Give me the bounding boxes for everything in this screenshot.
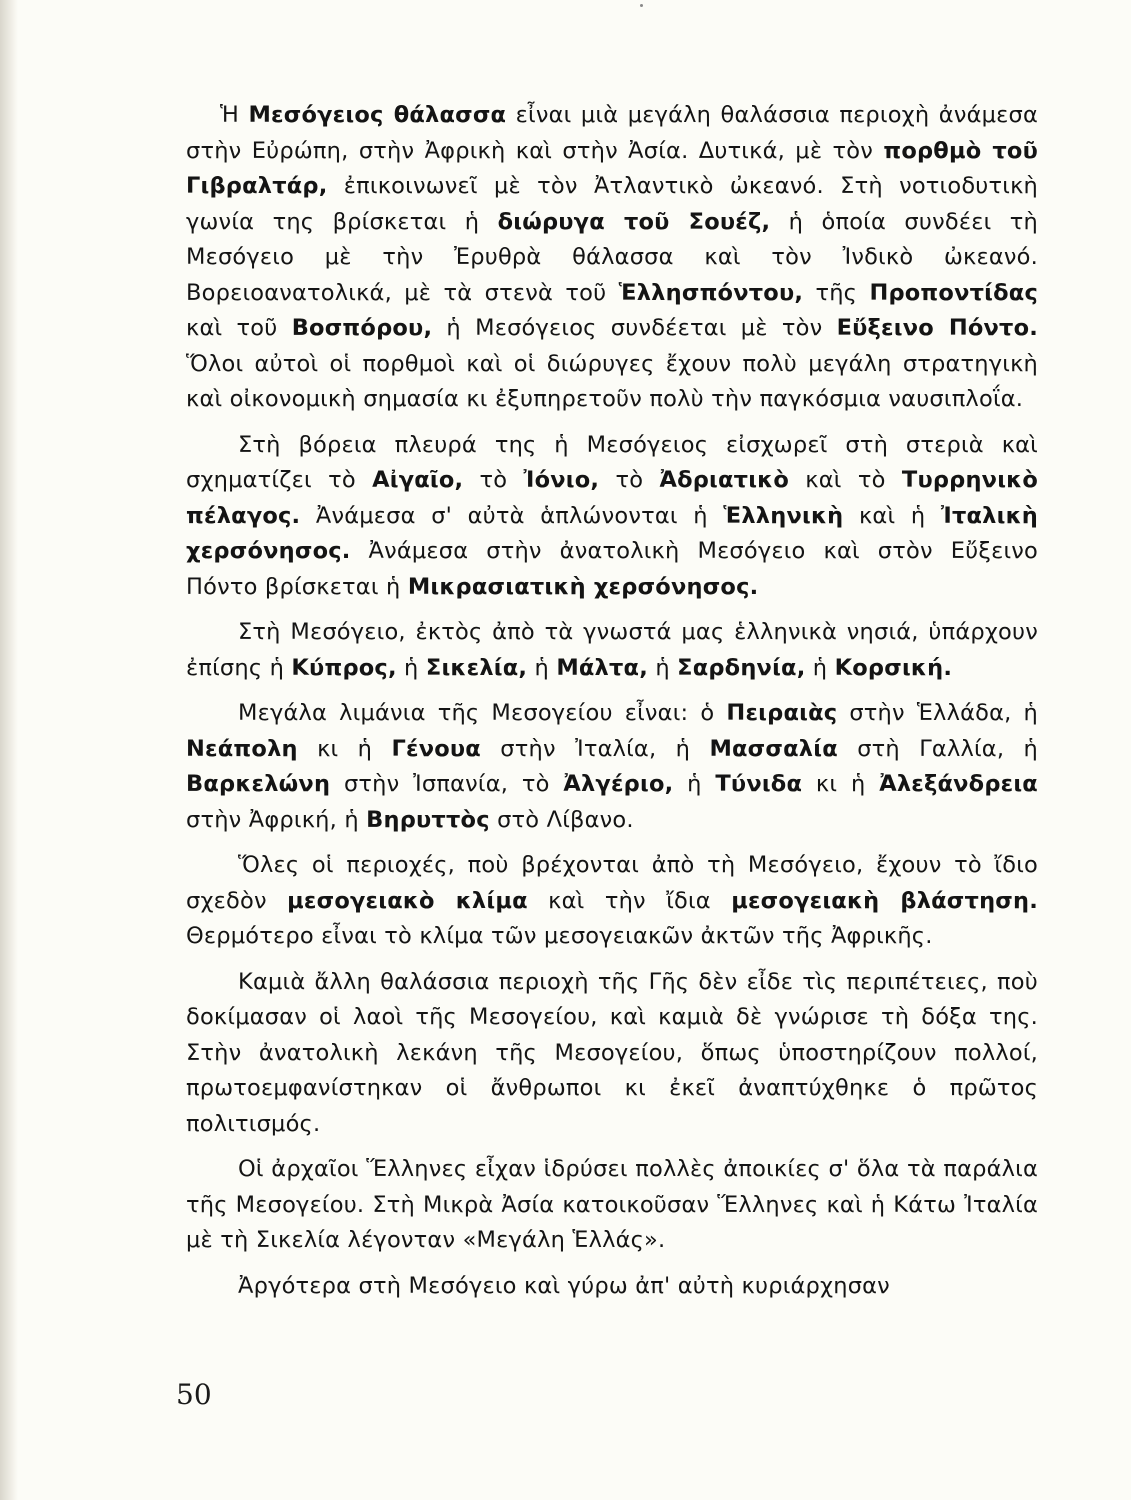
paragraph	[186, 965, 1038, 1143]
bold-term: Βοσπόρου,	[291, 315, 433, 341]
text-run: ἡ	[647, 654, 678, 681]
paragraph	[186, 696, 1038, 838]
page-number: 50	[176, 1378, 212, 1411]
text-run: τὸ	[599, 467, 660, 493]
paragraph	[186, 848, 1038, 955]
bold-term: Προποντίδας	[869, 279, 1038, 306]
text-run: στὴν Ἀφρική, ἡ	[186, 806, 367, 833]
bold-term: Ἀλεξάνδρεια	[879, 771, 1038, 797]
text-run: Ὅλες οἱ περιοχές, ποὺ βρέχονται ἀπὸ τὴ Μεσόγειο, ἔχουν τὸ ἴδιο σχεδὸν	[186, 852, 1038, 914]
text-run: καὶ τὴν ἴδια	[527, 887, 732, 914]
paragraph	[186, 615, 1038, 686]
paragraph	[186, 428, 1038, 606]
body-text	[186, 98, 1038, 1314]
bold-term: Ἀλγέριο,	[563, 771, 674, 797]
text-run: εἶναι μιὰ μεγάλη θαλάσσια περιοχὴ ἀνάμεσα στὴν Εὐρώπη, στὴν Ἀφρικὴ καὶ στὴν Ἀσία. Δυτικά, μὲ τὸν	[186, 102, 1038, 164]
text-run: Οἱ ἀρχαῖοι Ἕλληνες εἶχαν ἱδρύσει πολλὲς ἀποικίες σ' ὅλα τὰ παράλια τῆς Μεσογείου. Στὴ Μικρὰ Ἀσία κατοικοῦσαν Ἕλληνες καὶ ἡ Κάτω Ἰταλία μὲ τὴ Σικελία λέγονταν «Μεγάλη Ἑλλάς».	[186, 1156, 1038, 1253]
text-run: ἐπικοινωνεῖ μὲ τὸν Ἀτλαντικὸ ὠκεανό. Στὴ νοτιοδυτικὴ γωνία της βρίσκεται ἡ	[186, 173, 1038, 235]
text-run: καὶ τὸ	[789, 467, 902, 493]
text-run: ἡ	[396, 654, 426, 681]
bold-term: μεσογειακὴ βλάστηση.	[731, 887, 1038, 914]
text-run: στὴ Γαλλία, ἡ	[837, 735, 1038, 762]
bold-term: μεσογειακὸ κλίμα	[287, 887, 528, 914]
bold-term: διώρυγα τοῦ Σουέζ,	[497, 208, 771, 235]
text-run: Καμιὰ ἄλλη θαλάσσια περιοχὴ τῆς Γῆς δὲν εἶδε τὶς περιπέτειες, ποὺ δοκίμασαν οἱ λαοὶ τῆς Μεσογείου, καὶ καμιὰ δὲ γνώρισε τὴ δόξα της. Στὴν ἀνατολικὴ λεκάνη τῆς Μεσογείου, ὅπως ὑποστηρίζουν πολλοί, πρωτοεμφανίστηκαν οἱ ἄνθρωποι κι ἐκεῖ ἀναπτύχθηκε ὁ πρῶτος πολιτισμός.	[186, 968, 1038, 1137]
text-run: ἡ	[527, 654, 557, 681]
bold-term: Τύνιδα	[715, 771, 803, 797]
paragraph	[186, 1152, 1038, 1259]
text-run: στὴν Ἰταλία, ἡ	[480, 735, 710, 762]
text-run: στὴν Ἑλλάδα, ἡ	[837, 700, 1038, 726]
bold-term: Ἑλληνικὴ	[723, 502, 844, 529]
print-speck	[640, 4, 643, 7]
bold-term: Κορσική.	[834, 654, 953, 681]
text-run: στὴν Ἰσπανία, τὸ	[330, 771, 564, 797]
text-run: Ἡ	[220, 102, 249, 128]
bold-term: Σικελία,	[425, 654, 528, 681]
text-run: καὶ τοῦ	[186, 315, 292, 341]
text-run: Ὅλοι αὐτοὶ οἱ πορθμοὶ καὶ οἱ διώρυγες ἔχουν πολὺ μεγάλη στρατηγικὴ καὶ οἰκονομικὴ σημασία κι ἐξυπηρετοῦν πολὺ τὴν παγκόσμια ναυσιπλοΐα.	[186, 350, 1038, 412]
text-run: κι ἡ	[802, 771, 880, 797]
text-run: ἡ	[673, 771, 716, 797]
text-run: Θερμότερο εἶναι τὸ κλίμα τῶν μεσογειακῶν ἀκτῶν τῆς Ἀφρικῆς.	[186, 923, 933, 949]
bold-term: Σαρδηνία,	[677, 654, 806, 681]
paragraph	[186, 1269, 1038, 1305]
text-run: καὶ ἡ	[843, 502, 941, 529]
bold-term: Γένουα	[391, 735, 481, 762]
text-run: κι ἡ	[297, 735, 392, 762]
bold-term: Πειραιὰς	[726, 700, 838, 726]
bold-term: Μασσαλία	[709, 735, 838, 762]
page-spine-shadow	[0, 0, 18, 1500]
text-run: ἡ	[805, 654, 835, 681]
bold-term: Αἰγαῖο,	[372, 467, 464, 493]
bold-term: Βηρυττὸς	[366, 806, 490, 833]
text-run: Ἀνάμεσα σ' αὐτὰ ἁπλώνονται ἡ	[300, 502, 724, 529]
text-run: Ἀργότερα στὴ Μεσόγειο καὶ γύρω ἀπ' αὐτὴ κυριάρχησαν	[238, 1272, 890, 1299]
text-run: ἡ Μεσόγειος συνδέεται μὲ τὸν	[432, 315, 837, 341]
bold-term: Ἰόνιο,	[523, 467, 600, 493]
text-run: Στὴ βόρεια πλευρά της ἡ Μεσόγειος εἰσχωρεῖ στὴ στεριὰ καὶ σχηματίζει τὸ	[186, 431, 1038, 493]
bold-term: Νεάπολη	[186, 735, 298, 762]
text-run: ἡ ὁποία συνδέει τὴ Μεσόγειο μὲ τὴν Ἐρυθρὰ θάλασσα καὶ τὸν Ἰνδικὸ ὠκεανό. Βορειοανατολικά, μὲ τὰ στενὰ τοῦ	[186, 208, 1038, 306]
bold-term: Εὔξεινο Πόντο.	[836, 315, 1038, 341]
bold-term: Μάλτα,	[556, 654, 648, 681]
bold-term: πορθμὸ τοῦ Γιβραλτάρ,	[186, 137, 1038, 199]
paragraph	[186, 98, 1038, 418]
bold-term: Ἀδριατικὸ	[659, 467, 790, 493]
bold-term: Βαρκελώνη	[186, 771, 331, 797]
text-run: Μεγάλα λιμάνια τῆς Μεσογείου εἶναι: ὁ	[238, 700, 727, 726]
text-run: Στὴ Μεσόγειο, ἐκτὸς ἀπὸ τὰ γνωστά μας ἑλληνικὰ νησιά, ὑπάρχουν ἐπίσης ἡ	[186, 619, 1038, 681]
text-run: τὸ	[463, 467, 524, 493]
text-run: Ἀνάμεσα στὴν ἀνατολικὴ Μεσόγειο καὶ στὸν Εὔξεινο Πόντο βρίσκεται ἡ	[186, 538, 1038, 600]
bold-term: Ἑλλησπόντου,	[618, 279, 804, 306]
bold-term: Ἰταλικὴ χερσόνησος.	[186, 502, 1038, 564]
text-run: τῆς	[803, 279, 870, 306]
bold-term: Κύπρος,	[291, 654, 397, 681]
bold-term: Μεσόγειος θάλασσα	[248, 102, 507, 128]
text-run: στὸ Λίβανο.	[489, 806, 634, 833]
bold-term: Τυρρηνικὸ πέλαγος.	[186, 467, 1038, 529]
bold-term: Μικρασιατικὴ χερσόνησος.	[407, 573, 759, 600]
